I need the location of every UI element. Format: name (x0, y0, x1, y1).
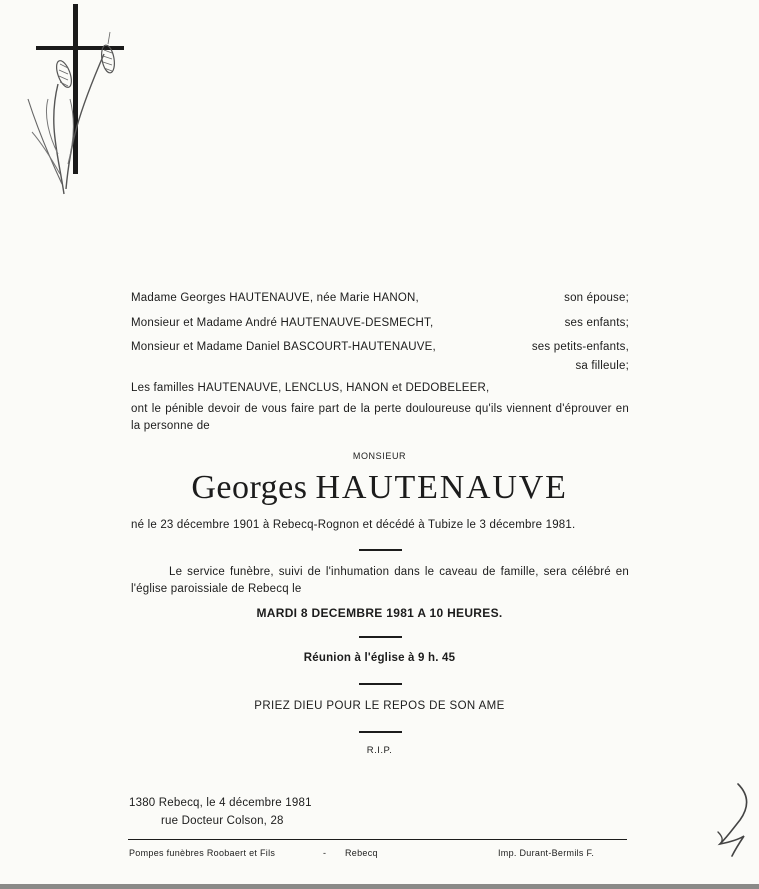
family-line-spouse: Madame Georges HAUTENAUVE, née Marie HANON, (131, 292, 419, 304)
deceased-dates: né le 23 décembre 1901 à Rebecq-Rognon et décédé à Tubize le 3 décembre 1981. (131, 519, 576, 531)
relation-goddaughter: sa filleule; (575, 360, 629, 372)
church-meeting: Réunion à l'église à 9 h. 45 (303, 652, 456, 664)
separator (359, 683, 402, 685)
family-line-families: Les familles HAUTENAUVE, LENCLUS, HANON et DEDOBELEER, (131, 382, 490, 394)
cross-with-wheat-icon (18, 4, 133, 199)
relation-children: ses enfants; (564, 317, 629, 329)
separator (359, 636, 402, 638)
service-datetime: MARDI 8 DECEMBRE 1981 A 10 HEURES. (256, 606, 503, 620)
deceased-surname: HAUTENAUVE (315, 469, 568, 506)
printer-credit: Imp. Durant-Bermils F. (498, 848, 595, 858)
funeral-home: Pompes funèbres Roobaert et Fils (129, 848, 276, 858)
footer-dash: - (323, 848, 327, 858)
deceased-first-name: Georges (191, 469, 308, 506)
address-street-line: rue Docteur Colson, 28 (161, 815, 284, 827)
deceased-title: MONSIEUR (352, 451, 407, 461)
family-line-children: Monsieur et Madame André HAUTENAUVE-DESMECHT, (131, 317, 434, 329)
service-paragraph: Le service funèbre, suivi de l'inhumation dans le caveau de famille, sera célébré en l'église paroissiale de Rebecq le (131, 566, 629, 595)
relation-spouse: son épouse; (564, 292, 629, 304)
scan-edge (0, 884, 759, 889)
footer-town: Rebecq (345, 848, 378, 858)
family-line-grandchildren: Monsieur et Madame Daniel BASCOURT-HAUTENAUVE, (131, 341, 436, 353)
prayer-line: PRIEZ DIEU POUR LE REPOS DE SON AME (254, 700, 505, 712)
address-date-line: 1380 Rebecq, le 4 décembre 1981 (129, 797, 312, 809)
footer-rule (128, 839, 627, 840)
intro-paragraph: ont le pénible devoir de vous faire part de la perte douloureuse qu'ils viennent d'éprouver en la personne de (131, 403, 629, 432)
deceased-name (0, 469, 759, 507)
rip-text: R.I.P. (366, 745, 393, 756)
separator (359, 731, 402, 733)
handwritten-mark (710, 780, 755, 860)
relation-grandchildren: ses petits-enfants, (531, 341, 629, 353)
separator (359, 549, 402, 551)
